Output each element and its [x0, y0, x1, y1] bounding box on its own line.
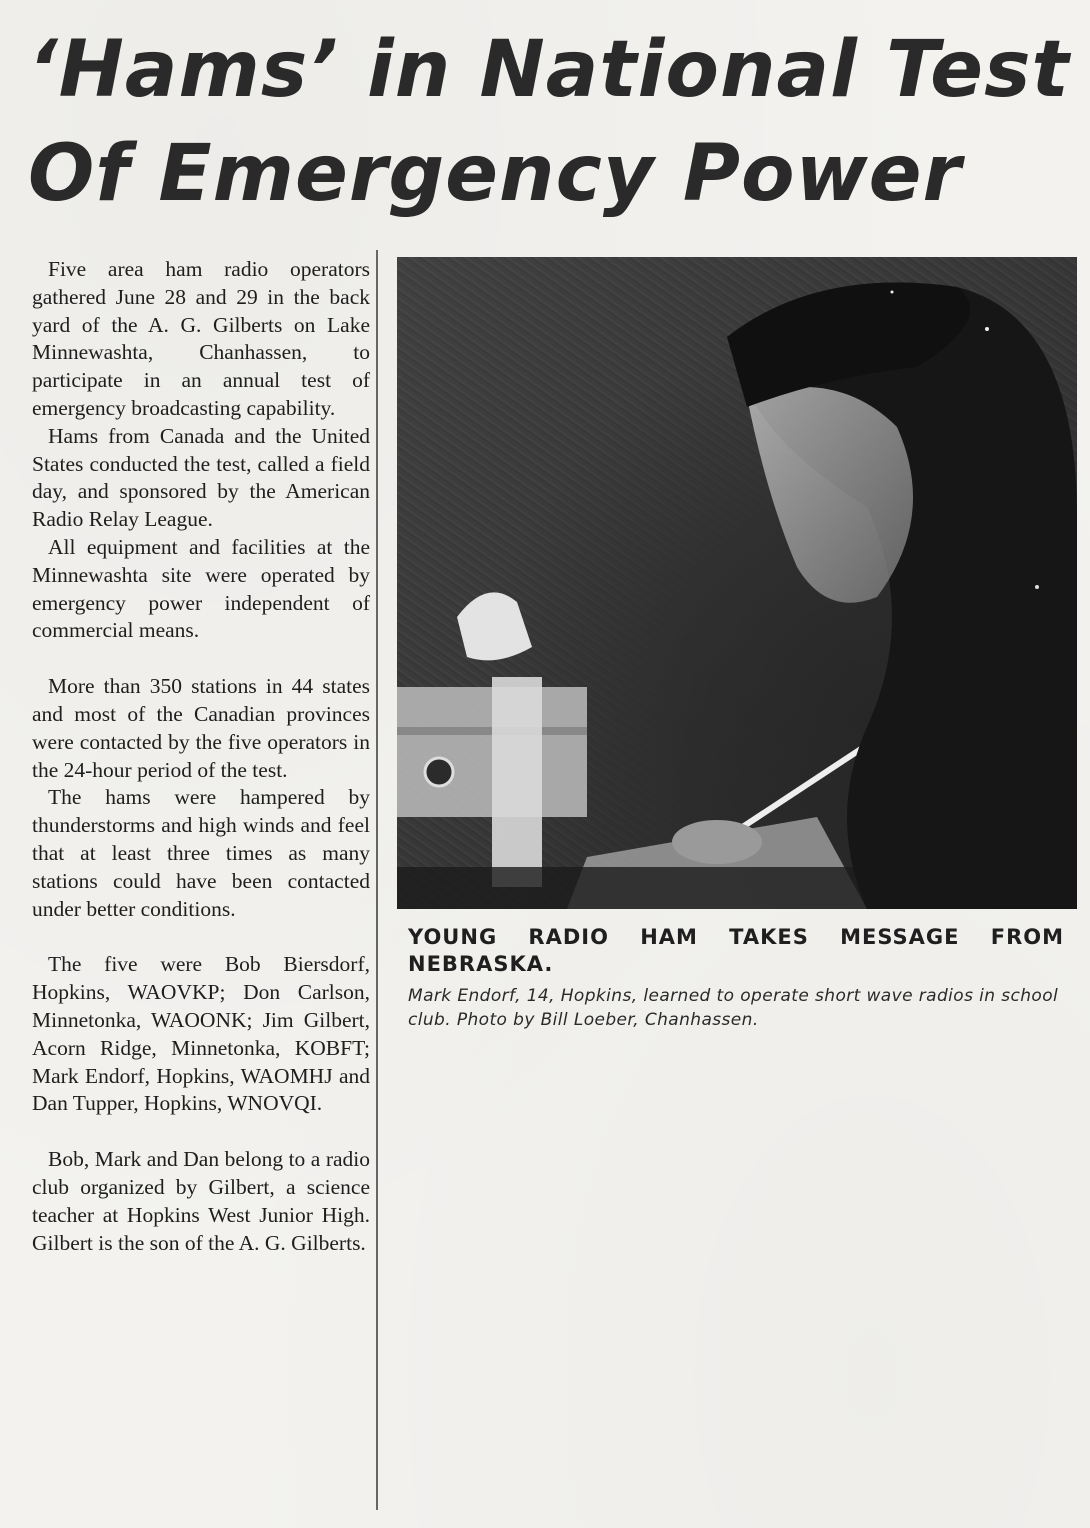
article-paragraph-2: Hams from Canada and the United States conducted the test, called a field day, and sponsored by the American Radio Relay League. [32, 423, 370, 532]
photo-illustration [397, 257, 1077, 909]
news-photo [397, 257, 1077, 909]
article-paragraph-7: Bob, Mark and Dan belong to a radio club organized by Gilbert, a science teacher at Hopkins West Junior High. Gilbert is the son of the A. G. Gilberts. [32, 1147, 370, 1255]
caption-text: Mark Endorf, 14, Hopkins, learned to operate short wave radios in school club. Photo by Bill Loeber, Chanhassen. [408, 986, 1059, 1030]
headline-line-2: Of Emergency Power [28, 129, 963, 219]
article-paragraph-6: The five were Bob Biersdorf, Hopkins, WAOVKP; Don Carlson, Minnetonka, WAOONK; Jim Gilbert, Acorn Ridge, Minnetonka, KOBFT; Mark Endorf, Hopkins, WAOMHJ and Dan Tupper, Hopkins, WNOVQI. [32, 952, 370, 1116]
headline [28, 18, 1068, 226]
article-paragraph-4: More than 350 stations in 44 states and most of the Canadian provinces were contacted by the five operators in the 24-hour period of the test. [32, 674, 370, 782]
article-paragraph-1: Five area ham radio operators gathered June 28 and 29 in the back yard of the A. G. Gilberts on Lake Minnewashta, Chanhassen, to participate in an annual test of emergency broadcasting capability. [32, 257, 370, 420]
article-paragraph-3: All equipment and facilities at the Minnewashta site were operated by emergency power independent of commercial means. [32, 534, 370, 643]
photo-caption [408, 924, 1064, 1032]
column-rule [376, 250, 378, 1510]
headline-line-1: ‘Hams’ in National Test [28, 25, 1070, 115]
caption-headline: YOUNG RADIO HAM TAKES MESSAGE FROM NEBRASKA. [408, 925, 1064, 976]
article-body [32, 256, 370, 1257]
article-paragraph-5: The hams were hampered by thunderstorms and high winds and feel that at least three times as many stations could have been contacted under better conditions. [32, 785, 370, 921]
